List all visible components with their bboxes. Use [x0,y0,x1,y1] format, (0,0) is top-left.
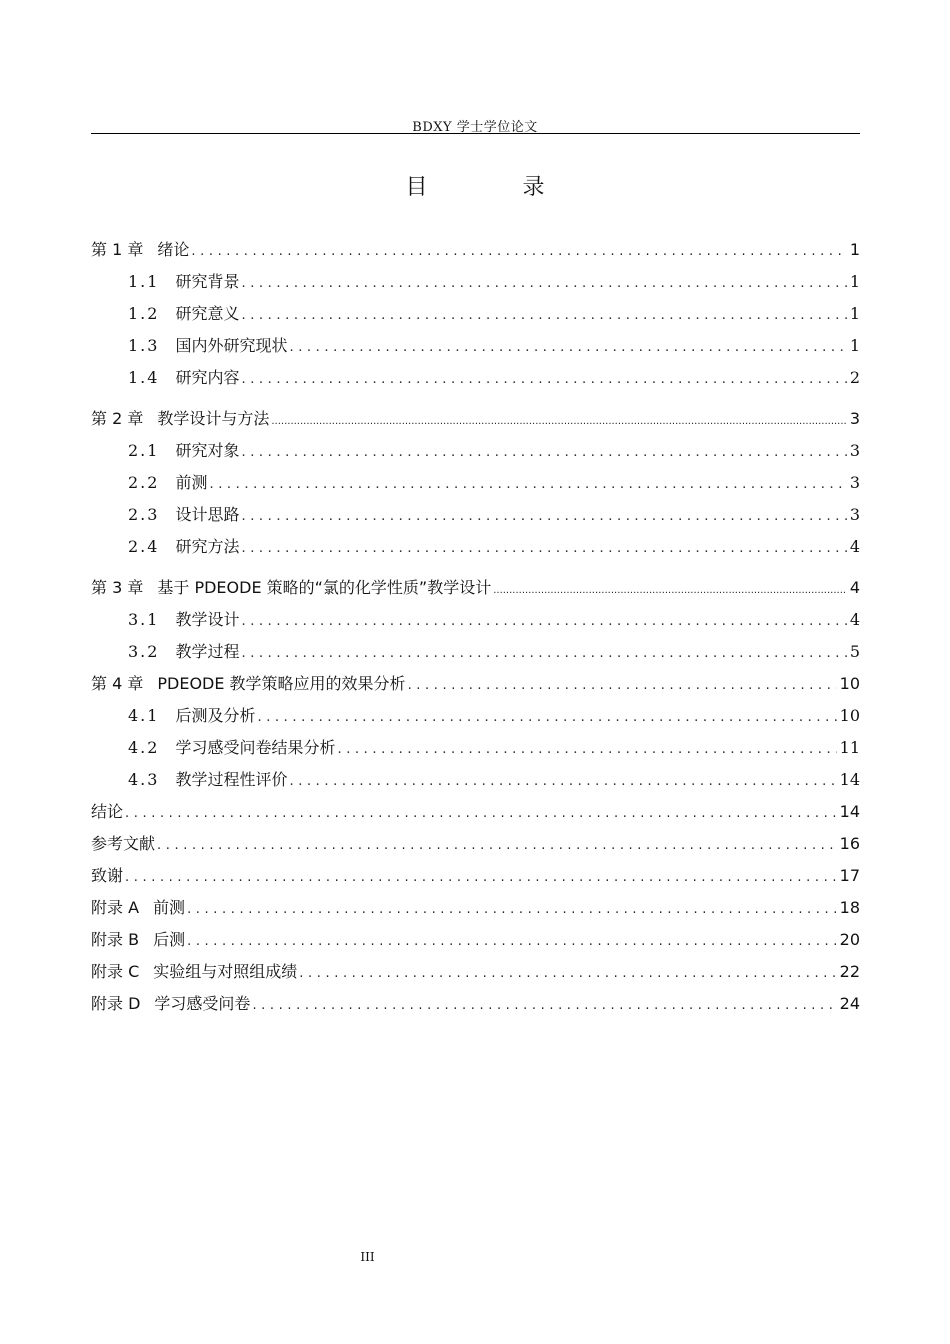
toc-entry-page: 18 [839,898,860,917]
toc-entry-number: 4.3 [128,770,160,789]
dot-leader [241,645,846,663]
dot-leader [125,869,837,887]
toc-entry-number: 1.1 [128,272,160,291]
toc-entry-appendix-b[interactable] [91,929,860,951]
toc-entry-appendix-a[interactable] [91,897,860,919]
toc-entry-page: 17 [839,866,860,885]
toc-entry-4-2[interactable] [128,737,860,759]
toc-entry-title: 致谢 [91,866,124,885]
toc-entry-number: 附录 B [91,930,140,949]
dot-leader [241,307,846,325]
toc-entry-title: 教学过程 [175,642,240,661]
toc-entry-title: 结论 [91,802,124,821]
toc-entry-page: 3 [849,473,860,492]
toc-entry-page: 16 [839,834,860,853]
toc-entry-1-3[interactable] [128,335,860,357]
toc-entry-chapter-3[interactable] [91,577,860,599]
toc-entry-title: 教学设计与方法 [157,409,270,428]
toc-entry-page: 1 [849,336,860,355]
dot-leader [241,613,846,631]
toc-entry-title: 学习感受问卷 [154,994,251,1013]
dot-leader [241,371,846,389]
dot-leader [125,805,837,823]
running-header: BDXY 学士学位论文 [412,120,538,135]
toc-entry-page: 14 [839,802,860,821]
dot-leader [299,965,836,983]
toc-entry-title: 实验组与对照组成绩 [153,962,298,981]
toc-entry-page: 1 [849,240,860,259]
toc-entry-page: 1 [849,304,860,323]
toc-entry-title: 研究背景 [175,272,240,291]
toc-entry-number: 第 3 章 [91,578,144,597]
dot-leader [271,414,846,430]
toc-entry-number: 2.3 [128,505,160,524]
dot-leader [257,709,836,727]
toc-entry-page: 10 [839,706,860,725]
toc-entry-title: 绪论 [157,240,190,259]
toc-entry-4-3[interactable] [128,769,860,791]
toc-entry-number: 附录 C [91,962,140,981]
toc-entry-page: 3 [849,441,860,460]
toc-entry-number: 第 1 章 [91,240,144,259]
dot-leader [241,444,846,462]
toc-entry-1-4[interactable] [128,367,860,389]
toc-entry-number: 附录 A [91,898,140,917]
toc-entry-acknowledgements[interactable] [91,865,860,887]
toc-entry-title: 研究意义 [175,304,240,323]
toc-entry-title: PDEODE 教学策略应用的效果分析 [157,674,406,693]
toc-entry-page: 14 [839,770,860,789]
toc-entry-2-3[interactable] [128,504,860,526]
toc-entry-number: 3.1 [128,610,160,629]
toc-entry-page: 11 [839,738,860,757]
toc-entry-3-1[interactable] [128,609,860,631]
toc-entry-title: 参考文献 [91,834,156,853]
toc-entry-1-1[interactable] [128,271,860,293]
toc-entry-number: 1.3 [128,336,160,355]
toc-entry-page: 10 [839,674,860,693]
toc-entry-page: 4 [849,610,860,629]
dot-leader [289,339,846,357]
toc-entry-title: 后测 [153,930,186,949]
toc-entry-number: 2.2 [128,473,160,492]
header-rule [91,133,860,134]
dot-leader [408,677,837,695]
toc-entry-1-2[interactable] [128,303,860,325]
toc-entry-page: 20 [839,930,860,949]
toc-entry-page: 2 [849,368,860,387]
toc-entry-title: 设计思路 [175,505,240,524]
toc-title: 目 录 [405,175,589,200]
toc-entry-title: 学习感受问卷结果分析 [175,738,336,757]
dot-leader [289,773,836,791]
toc-entry-page: 24 [839,994,860,1013]
page-number: III [360,1250,375,1264]
toc-entry-title: 前测 [175,473,208,492]
toc-entry-title: 研究方法 [175,537,240,556]
toc-entry-appendix-c[interactable] [91,961,860,983]
toc-entry-title: 基于 PDEODE 策略的“氯的化学性质”教学设计 [157,578,492,597]
dot-leader [241,508,846,526]
toc-entry-number: 3.2 [128,642,160,661]
toc-entry-2-2[interactable] [128,472,860,494]
toc-entry-page: 3 [849,505,860,524]
toc-entry-page: 4 [849,578,860,597]
toc-entry-number: 附录 D [91,994,141,1013]
toc-entry-number: 第 2 章 [91,409,144,428]
toc-entry-chapter-2[interactable] [91,408,860,430]
toc-entry-2-4[interactable] [128,536,860,558]
dot-leader [337,741,836,759]
toc-entry-number: 2.4 [128,537,160,556]
toc-entry-page: 3 [849,409,860,428]
toc-entry-title: 前测 [153,898,186,917]
dot-leader [209,476,846,494]
toc-entry-3-2[interactable] [128,641,860,663]
toc-entry-number: 4.1 [128,706,160,725]
toc-entry-chapter-4[interactable] [91,673,860,695]
dot-leader [157,837,837,855]
dot-leader [252,997,836,1015]
dot-leader [241,275,846,293]
dot-leader [493,583,847,599]
dot-leader [187,901,837,919]
toc-entry-title: 教学设计 [175,610,240,629]
dot-leader [241,540,846,558]
dot-leader [191,243,846,261]
toc-entry-title: 国内外研究现状 [175,336,288,355]
toc-entry-number: 2.1 [128,441,160,460]
toc-entry-4-1[interactable] [128,705,860,727]
toc-entry-conclusion[interactable] [91,801,860,823]
toc-entry-page: 4 [849,537,860,556]
toc-entry-number: 4.2 [128,738,160,757]
toc-entry-2-1[interactable] [128,440,860,462]
toc-entry-number: 1.2 [128,304,160,323]
toc-entry-page: 1 [849,272,860,291]
toc-entry-title: 后测及分析 [175,706,256,725]
toc-entry-references[interactable] [91,833,860,855]
toc-entry-page: 5 [849,642,860,661]
toc-entry-appendix-d[interactable] [91,993,860,1015]
toc-entry-page: 22 [839,962,860,981]
toc-entry-title: 教学过程性评价 [175,770,288,789]
toc-entry-number: 1.4 [128,368,160,387]
toc-entry-title: 研究对象 [175,441,240,460]
dot-leader [187,933,837,951]
toc-entry-chapter-1[interactable] [91,239,860,261]
toc-entry-title: 研究内容 [175,368,240,387]
toc-entry-number: 第 4 章 [91,674,144,693]
